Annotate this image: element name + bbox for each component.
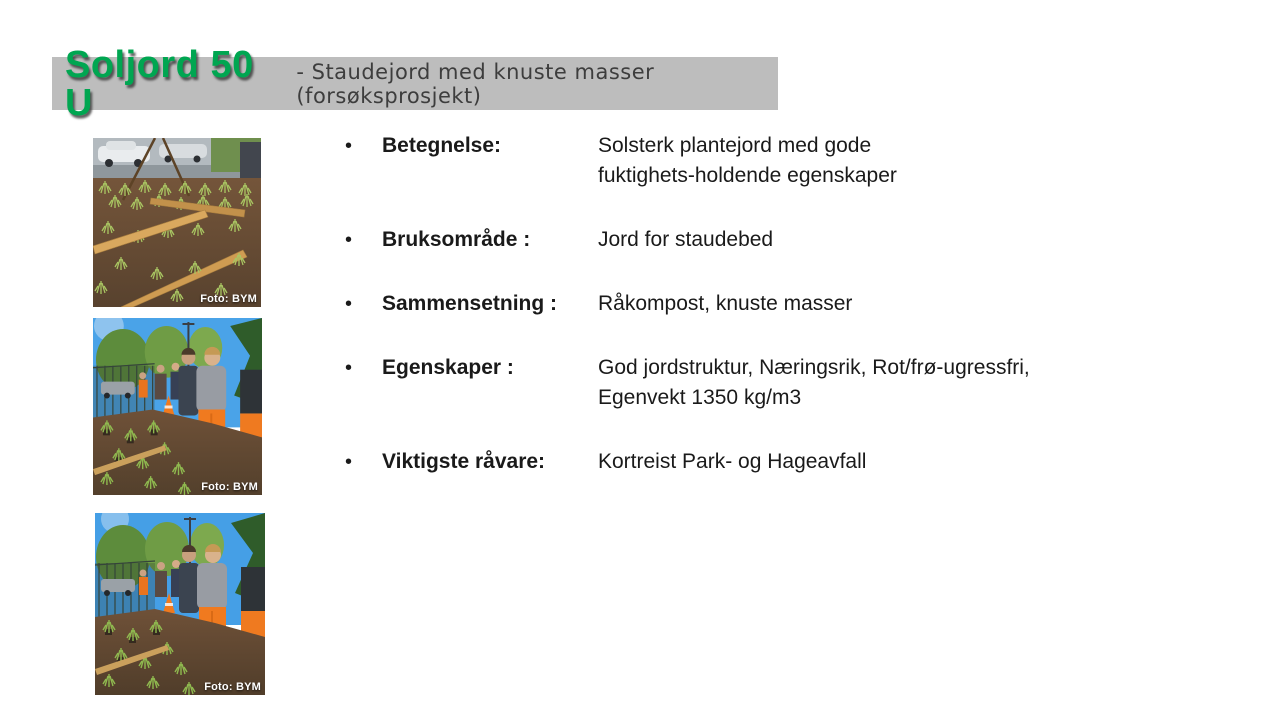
bullet-icon: • [345,135,353,157]
bullet-text-line: Råkompost, knuste masser [598,292,853,315]
bullet-text [598,225,1190,255]
bullet-text-line: fuktighets-holdende egenskaper [598,164,897,187]
bullet-content [345,131,1190,477]
bullet-label: Sammensetning : [382,292,558,315]
photo-credit: Foto: BYM [200,293,257,305]
photo-workers-2 [95,513,265,695]
bullet-text-line: Kortreist Park- og Hageavfall [598,450,867,473]
title-banner [52,43,778,124]
page-title: Soljord 50 U [65,43,254,124]
bullet-text-line: God jordstruktur, Næringsrik, Rot/frø-ugressfri, [598,356,1030,379]
workers-image-2 [95,513,265,695]
bullet-text [598,447,1190,477]
bullet-text [598,289,1190,319]
planting-bed-image [93,138,261,307]
photo-credit: Foto: BYM [201,481,258,493]
bullet-text [598,353,1190,413]
workers-image [93,318,262,495]
bullet-text-line: Solsterk plantejord med gode [598,134,872,157]
list-item-bruksomrade [345,225,1190,255]
bullet-label: Betegnelse: [382,134,502,157]
bullet-icon: • [345,451,353,473]
photo-workers-1 [93,318,262,495]
bullet-text-line: Egenvekt 1350 kg/m3 [598,386,802,409]
page-subtitle: - Staudejord med knuste masser (forsøksprosjekt) [296,59,655,108]
bullet-text-line: Jord for staudebed [598,228,774,251]
list-item-sammensetning [345,289,1190,319]
bullet-list [345,131,1190,477]
bullet-label: Bruksområde : [382,228,531,251]
bullet-label: Viktigste råvare: [382,450,546,473]
bullet-text [598,131,1190,191]
bullet-label: Egenskaper : [382,356,514,379]
list-item-egenskaper [345,353,1190,413]
bullet-icon: • [345,293,353,315]
photo-credit: Foto: BYM [204,681,261,693]
bullet-icon: • [345,357,353,379]
bullet-icon: • [345,229,353,251]
list-item-betegnelse [345,131,1190,191]
list-item-viktigste-ravare [345,447,1190,477]
photo-planting-bed [93,138,261,307]
